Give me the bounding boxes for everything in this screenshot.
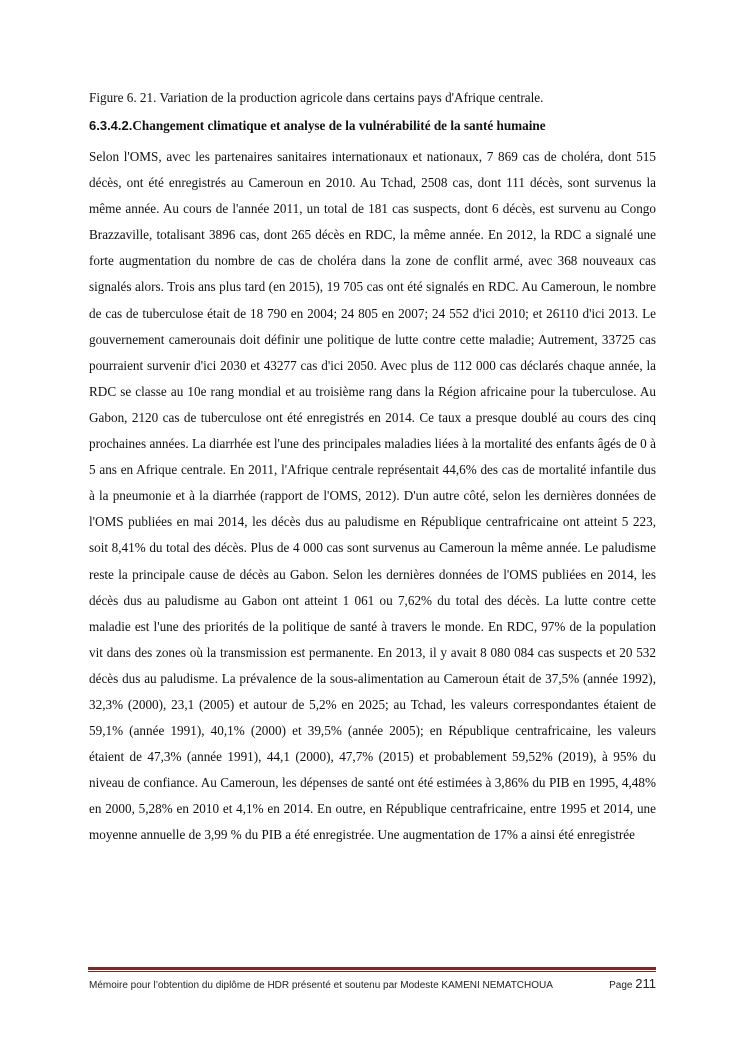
footer-divider-thin xyxy=(88,971,656,972)
page-number-block xyxy=(609,976,656,994)
page-number: 211 xyxy=(635,976,656,991)
figure-caption: Figure 6. 21. Variation de la production agricole dans certains pays d'Afrique centrale. xyxy=(89,90,544,105)
footer-divider xyxy=(88,967,656,970)
page-label: Page xyxy=(609,980,633,991)
footer-text: Mémoire pour l’obtention du diplôme de HDR présenté et soutenu par Modeste KAMENI NEMATCHOUA xyxy=(89,980,553,991)
section-number: 6.3.4.2. xyxy=(89,118,133,133)
section-title: Changement climatique et analyse de la vulnérabilité de la santé humaine xyxy=(132,118,546,133)
section-heading xyxy=(89,116,656,136)
page-footer xyxy=(89,976,656,994)
body-paragraph: Selon l'OMS, avec les partenaires sanitaires internationaux et nationaux, 7 869 cas de choléra, dont 515 décès, ont été enregistrés au Cameroun en 2010. Au Tchad, 2508 cas, dont 111 décès, sont survenus la même année. Au cours de l'année 2011, un total de 181 cas suspects, dont 6 décès, est survenu au Congo Brazzaville, totalisant 3896 cas, dont 265 décès en RDC, la même année. En 2012, la RDC a signalé une forte augmentation du nombre de cas de choléra dans la zone de conflit armé, avec 368 nouveaux cas signalés alors. Trois ans plus tard (en 2015), 19 705 cas ont été signalés en RDC. Au Cameroun, le nombre de cas de tuberculose était de 18 790 en 2004; 24 805 en 2007; 24 552 d'ici 2010; et 26110 d'ici 2013. Le gouvernement camerounais doit définir une politique de lutte contre cette maladie; Autrement, 33725 cas pourraient survenir d'ici 2030 et 43277 cas d'ici 2050. Avec plus de 112 000 cas déclarés chaque année, la RDC se classe au 10e rang mondial et au troisième rang dans la Région africaine pour la tuberculose. Au Gabon, 2120 cas de tuberculose ont été enregistrés en 2014. Ce taux a presque doublé au cours des cinq prochaines années. La diarrhée est l'une des principales maladies liées à la mortalité des enfants âgés de 0 à 5 ans en Afrique centrale. En 2011, l'Afrique centrale représentait 44,6% des cas de mortalité infantile dus à la pneumonie et à la diarrhée (rapport de l'OMS, 2012). D'un autre côté, selon les dernières données de l'OMS publiées en mai 2014, les décès dus au paludisme en République centrafricaine ont atteint 5 223, soit 8,41% du total des décès. Plus de 4 000 cas sont survenus au Cameroun la même année. Le paludisme reste la principale cause de décès au Gabon. Selon les dernières données de l'OMS publiées en 2014, les décès dus au paludisme au Gabon ont atteint 1 061 ou 7,62% du total des décès. La lutte contre cette maladie est l'une des priorités de la politique de santé à travers le monde. En RDC, 97% de la population vit dans des zones où la transmission est permanente. En 2013, il y avait 8 080 084 cas suspects et 20 532 décès dus au paludisme. La prévalence de la sous-alimentation au Cameroun était de 37,5% (année 1992), 32,3% (2000), 23,1 (2005) et autour de 5,2% en 2025; au Tchad, les valeurs correspondantes étaient de 59,1% (année 1991), 40,1% (2000) et 39,5% (année 2005); en République centrafricaine, les valeurs étaient de 47,3% (année 1991), 44,1 (2000), 47,7% (2015) et probablement 59,52% (2019), à 95% du niveau de confiance. Au Cameroun, les dépenses de santé ont été estimées à 3,86% du PIB en 1995, 4,48% en 2000, 5,28% en 2010 et 4,1% en 2014. En outre, en République centrafricaine, entre 1995 et 2014, une moyenne annuelle de 3,99 % du PIB a été enregistrée. Une augmentation de 17% a ainsi été enregistrée xyxy=(89,149,656,843)
document-page xyxy=(89,88,656,849)
